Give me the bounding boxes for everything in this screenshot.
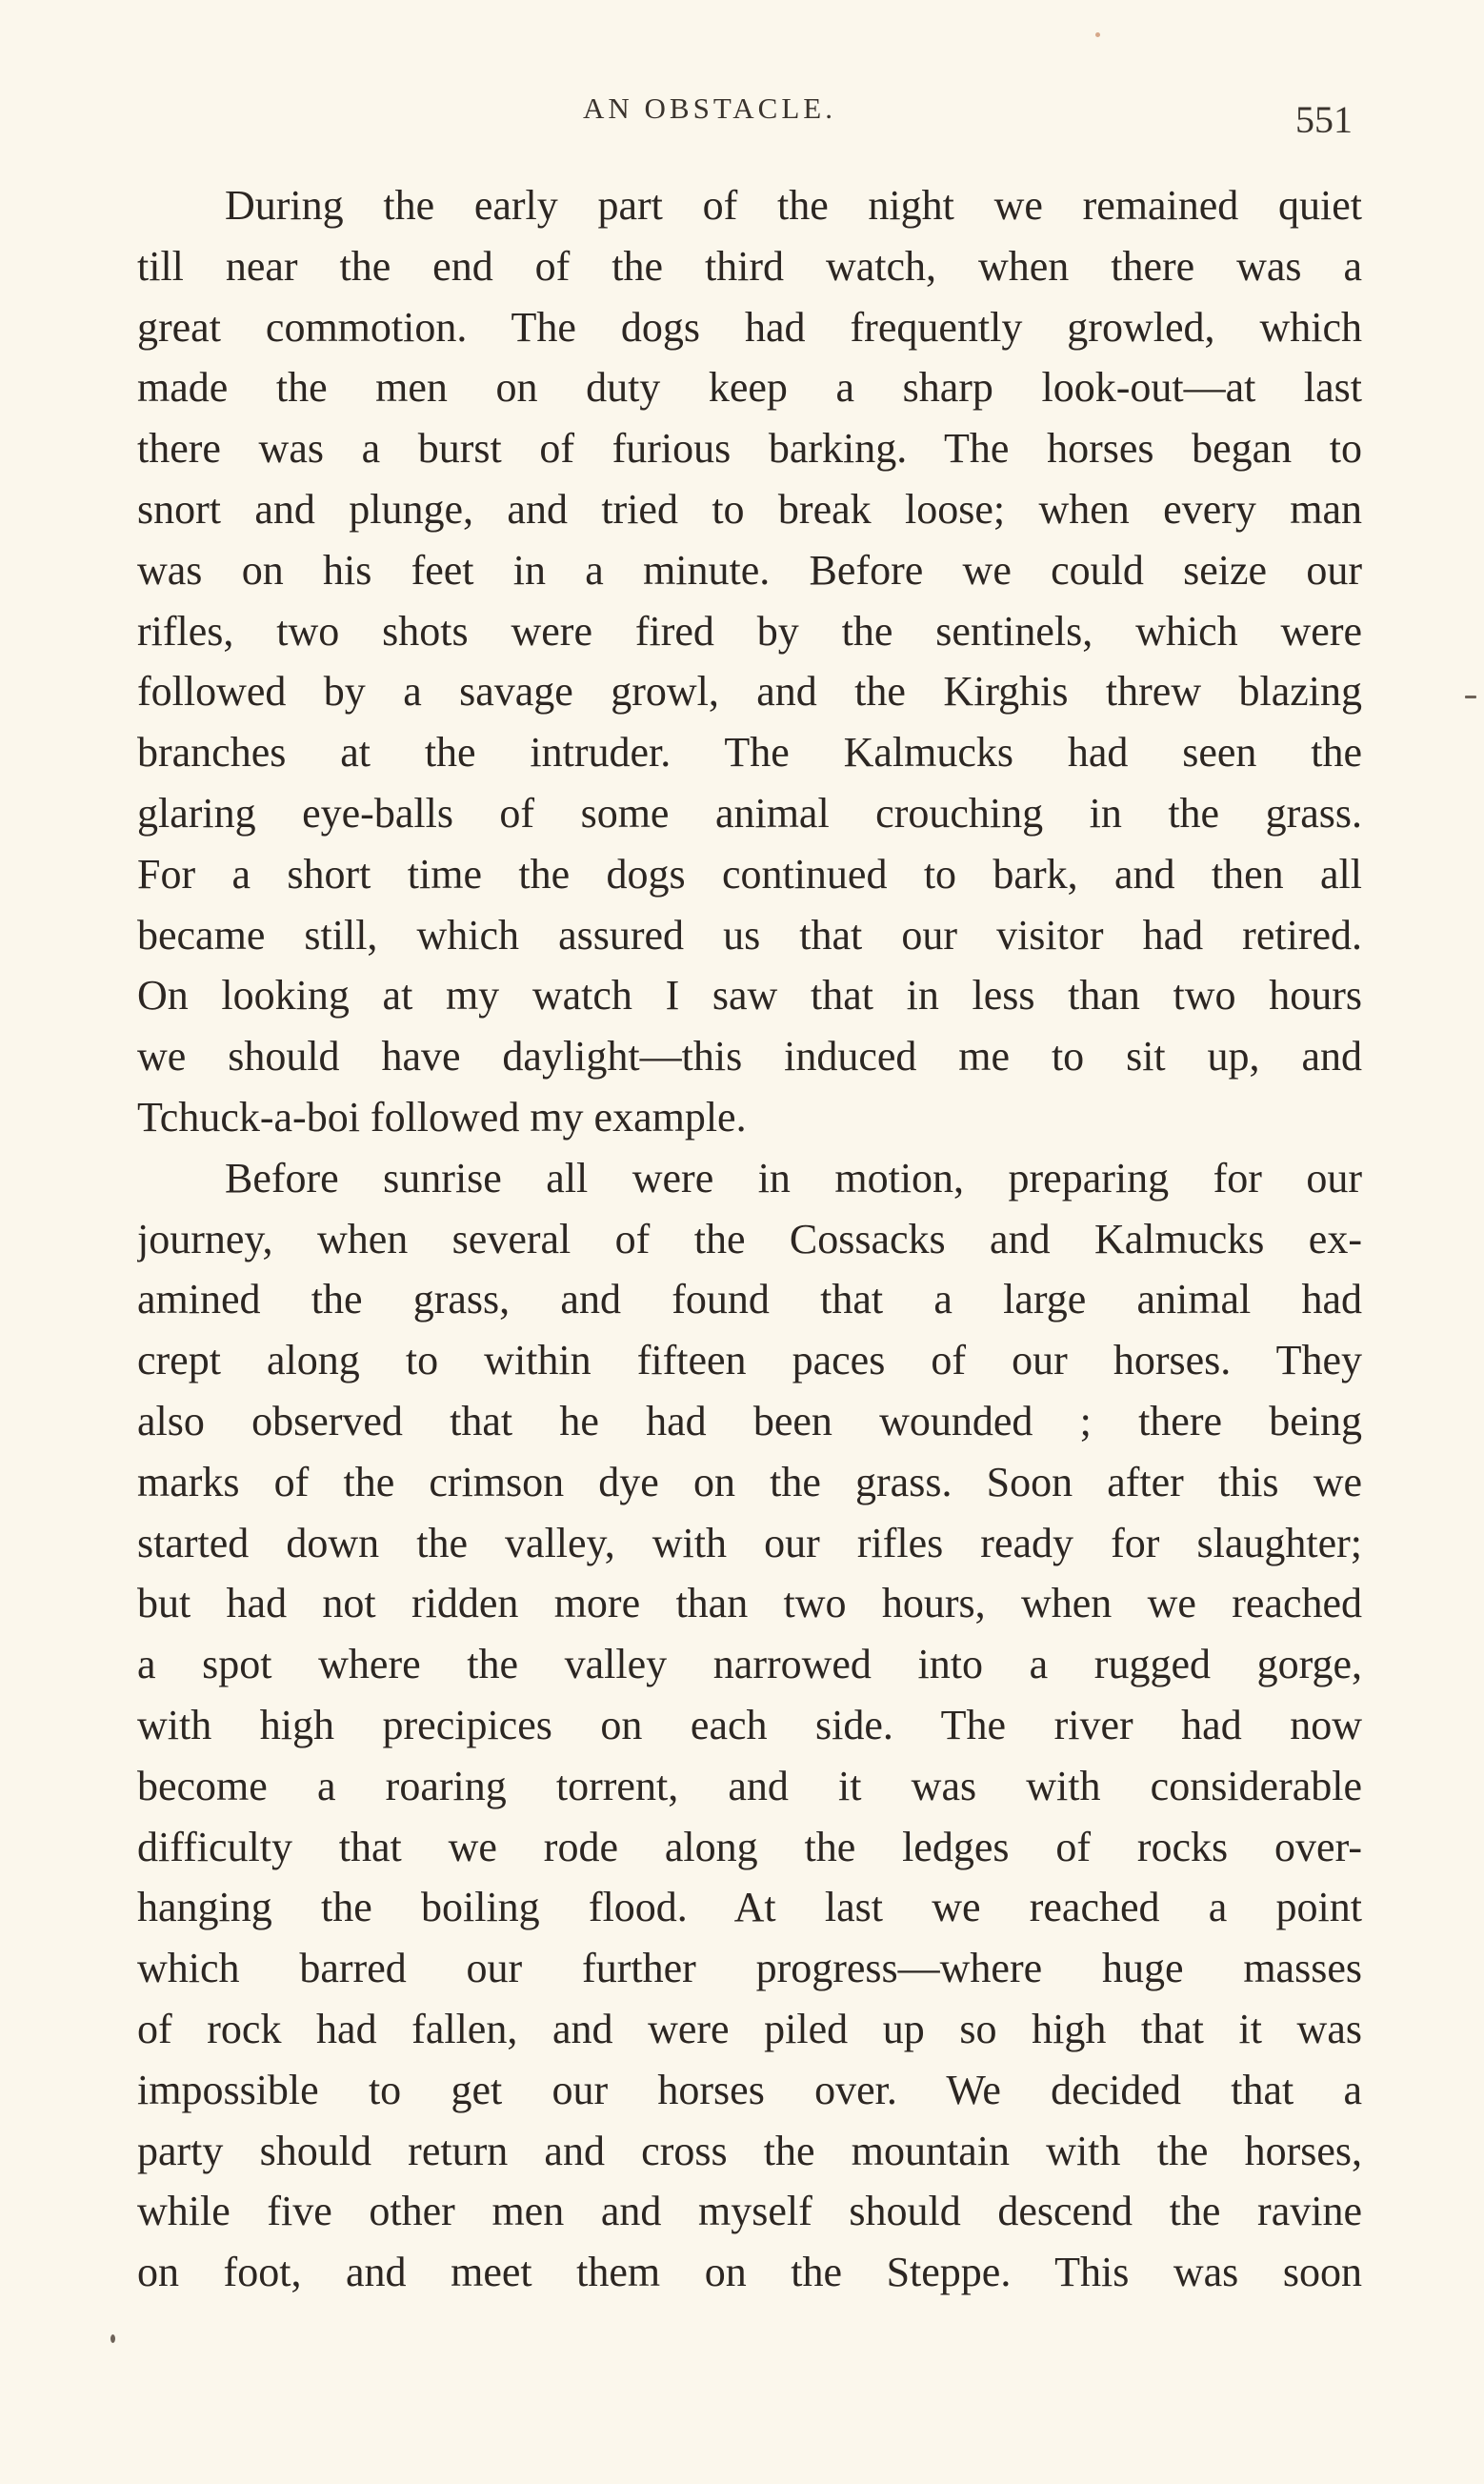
text-line: branches at the intruder. The Kalmucks had seen the xyxy=(137,729,1362,777)
text-line: glaring eye-balls of some animal crouching in the grass. xyxy=(137,789,1362,837)
text-line: Tchuck-a-boi followed my example. xyxy=(137,1093,747,1141)
text-line: made the men on duty keep a sharp look-out—at last xyxy=(137,364,1362,412)
text-line: rifles, two shots were fired by the sentinels, which were xyxy=(137,607,1362,655)
text-line: a spot where the valley narrowed into a rugged gorge, xyxy=(137,1641,1362,1688)
paragraph-first-line: During the early part of the night we remained quiet xyxy=(225,182,1362,229)
body-text xyxy=(137,175,1362,2303)
text-line: journey, when several of the Cossacks and Kalmucks ex- xyxy=(137,1215,1362,1262)
text-line: hanging the boiling flood. At last we reached a point xyxy=(137,1884,1362,1931)
paper-speck xyxy=(110,2334,115,2343)
text-line: while five other men and myself should descend the ravine xyxy=(137,2188,1362,2235)
text-line: started down the valley, with our rifles ready for slaughter; xyxy=(137,1519,1362,1566)
text-line: become a roaring torrent, and it was with considerable xyxy=(137,1762,1362,1809)
text-line: On looking at my watch I saw that in less than two hours xyxy=(137,972,1362,1020)
text-line: great commotion. The dogs had frequently growled, which xyxy=(137,303,1362,351)
running-head: AN OBSTACLE. xyxy=(583,91,836,125)
text-line: party should return and cross the mountain with the horses, xyxy=(137,2127,1362,2174)
text-line: with high precipices on each side. The river had now xyxy=(137,1701,1362,1748)
paper-speck xyxy=(1095,32,1100,37)
paragraph-first-line: Before sunrise all were in motion, preparing for our xyxy=(225,1154,1362,1202)
text-line: snort and plunge, and tried to break loose; when every man xyxy=(137,485,1362,533)
text-line: was on his feet in a minute. Before we could seize our xyxy=(137,546,1362,594)
text-line: there was a burst of furious barking. The horses began to xyxy=(137,425,1362,473)
text-line: also observed that he had been wounded ; there being xyxy=(137,1397,1362,1444)
text-line: but had not ridden more than two hours, when we reached xyxy=(137,1580,1362,1627)
text-line: on foot, and meet them on the Steppe. This was soon xyxy=(137,2249,1362,2296)
text-line: became still, which assured us that our visitor had retired. xyxy=(137,911,1362,959)
text-line: till near the end of the third watch, when there was a xyxy=(137,242,1362,290)
text-line: we should have daylight—this induced me to sit up, and xyxy=(137,1033,1362,1080)
text-line: followed by a savage growl, and the Kirghis threw blazing xyxy=(137,668,1362,716)
text-line: For a short time the dogs continued to bark, and then all xyxy=(137,850,1362,898)
paper-speck xyxy=(1465,696,1476,698)
text-line: of rock had fallen, and were piled up so high that it was xyxy=(137,2005,1362,2052)
text-line: crept along to within fifteen paces of our horses. They xyxy=(137,1337,1362,1384)
page-number: 551 xyxy=(1295,98,1353,141)
text-line: difficulty that we rode along the ledges of rocks over- xyxy=(137,1823,1362,1870)
text-line: which barred our further progress—where huge masses xyxy=(137,1945,1362,1992)
text-line: amined the grass, and found that a large animal had xyxy=(137,1276,1362,1323)
text-line: marks of the crimson dye on the grass. Soon after this we xyxy=(137,1458,1362,1505)
text-line: impossible to get our horses over. We decided that a xyxy=(137,2066,1362,2113)
